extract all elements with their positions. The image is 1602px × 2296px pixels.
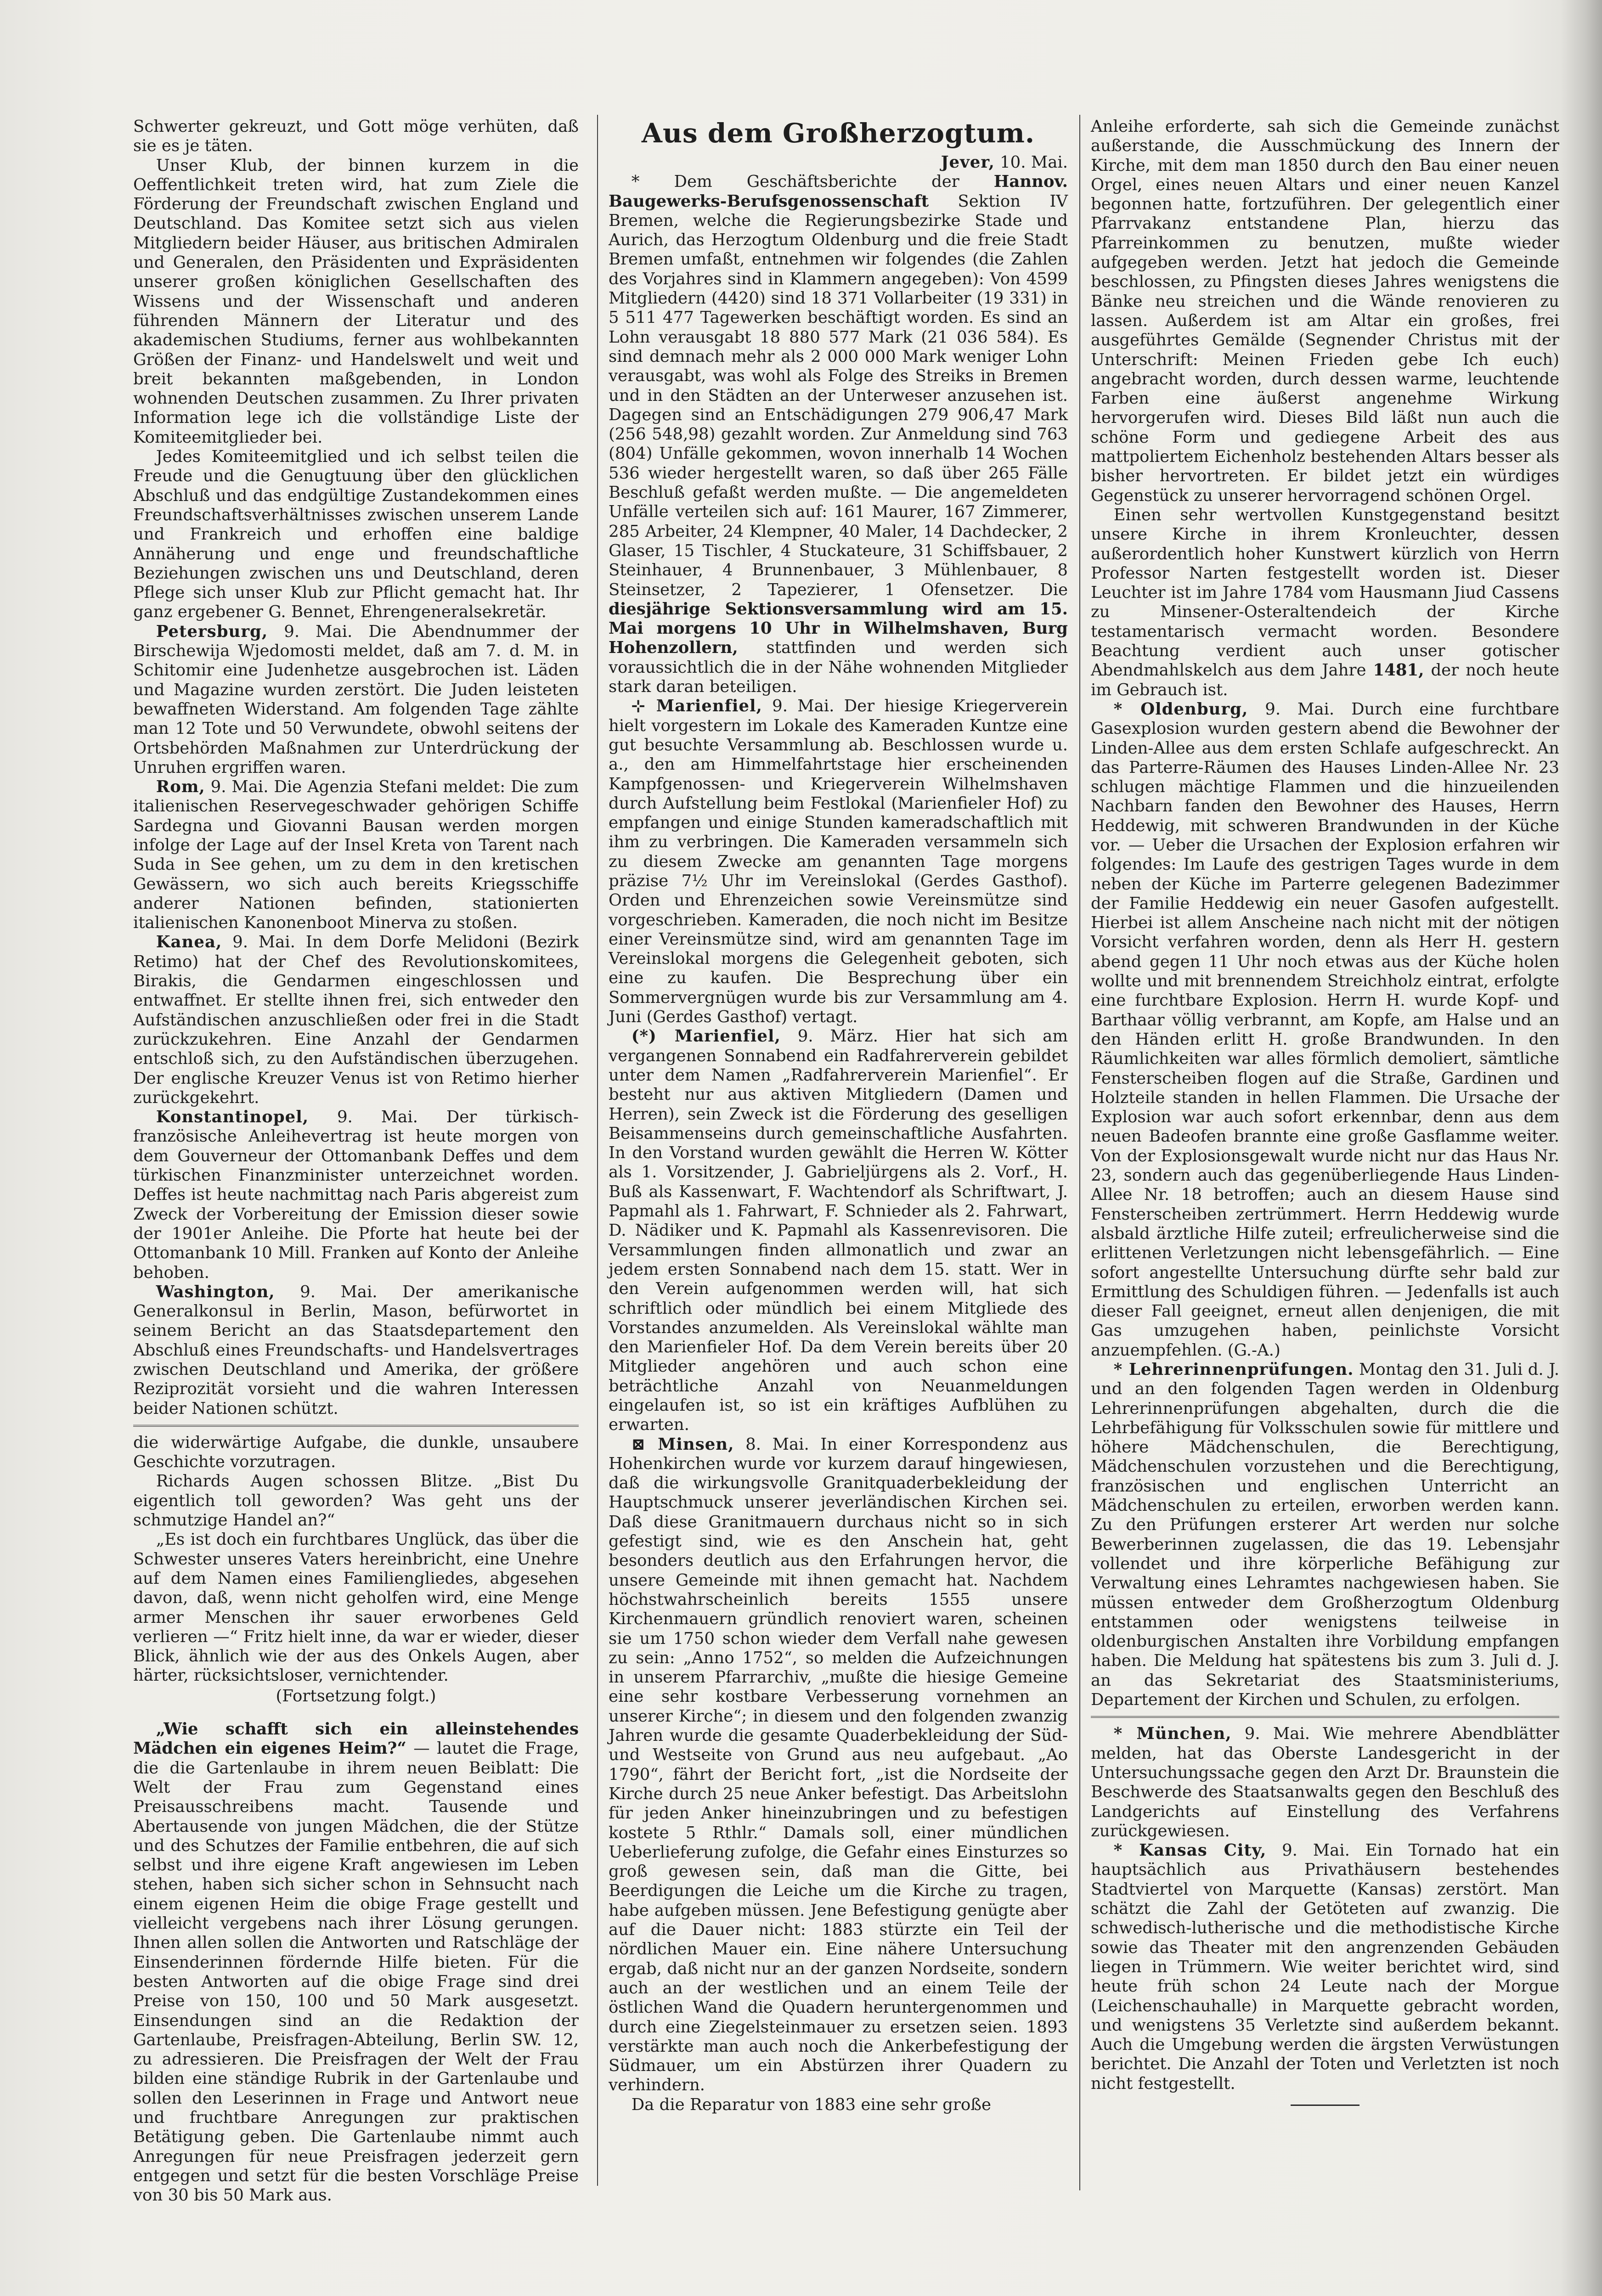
dateline-place: * Kansas City, xyxy=(1113,1841,1267,1860)
column-divider-right xyxy=(1079,115,1080,2190)
dateline-place: (*) Marienfiel, xyxy=(631,1027,781,1046)
dateline-place: ⊹ Marienfiel, xyxy=(631,697,762,716)
article-text: * Dem Geschäftsberichte der xyxy=(631,172,994,191)
dateline-place: Kanea, xyxy=(156,933,222,952)
news-text: 9. März. Hier hat sich am vergangenen Sonnabend ein Radfahrerverein gebildet unter dem Namen „Radfahrerverein Marienfiel“. Er besteht nur aus aktiven Mitgliedern (Damen und Herren), sein Zweck ist die Förderung des geselligen Beisammenseins durch gemeinschaftliche Ausfahrten. In den Vorstand wurden gewählt die Herren W. Kötter als 1. Vorsitzender, J. Gabrieljürgens als 2. Vorf., H. Buß als Kassenwart, F. Wachtendorf als Schriftwart, J. Papmahl als 1. Fahrwart, F. Schnieder als 2. Fahrwart, D. Nädiker und K. Papmahl als Kassenrevisoren. Die Versammlungen finden allmonatlich und zwar an jedem ersten Sonnabend nach dem 15. statt. Wer in den Verein aufgenommen werden will, hat sich schriftlich oder mündlich bei einem Mitgliede des Vorstandes anzumelden. Als Vereinslokal wählte man den Marienfieler Hof. Da dem Verein bereits über 20 Mitglieder angehören und auch schon eine beträchtliche Anzahl von Neuanmeldungen eingelaufen ist, so ist ein kräftiges Aufblühen zu erwarten. xyxy=(609,1027,1068,1435)
article-gartenlaube xyxy=(133,1720,579,2205)
dateline-place: * München, xyxy=(1113,1724,1232,1744)
dateline-place: Washington, xyxy=(156,1282,275,1301)
news-item-oldenburg xyxy=(1091,700,1559,1360)
column-middle xyxy=(609,117,1068,2220)
article-text: der noch heute im Gebrauch ist. xyxy=(1091,661,1559,699)
news-item-petersburg xyxy=(133,622,579,777)
section-divider xyxy=(133,1425,579,1427)
end-rule xyxy=(1291,2105,1359,2106)
article-baugewerks xyxy=(609,172,1068,697)
column-right xyxy=(1091,117,1559,2138)
news-text: 9. Mai. Ein Tornado hat ein hauptsächlich aus Privathäusern bestehendes Stadtviertel von Marquette (Kansas) zerstört. Man schätzt die Zahl der Getöteten auf zwanzig. Die schwedisch-lutherische und die methodistische Kirche sowie das Theater mit den angrenzenden Gebäuden liegen in Trümmern. Wie weiter berichtet wird, sind heute früh schon 24 Leute nach der Morgue (Leichenschauhalle) in Marquette gebracht worden, und wenigstens 35 Verletzte sind außerdem bekannt. Auch die Umgebung werden die ärgsten Verwüstungen berichtet. Die Anzahl der Toten und Verletzten ist noch nicht festgestellt. xyxy=(1091,1841,1559,2093)
article-paragraph: Schwerter gekreuzt, und Gott möge verhüten, daß sie es je täten. xyxy=(133,117,579,156)
news-item-kanea xyxy=(133,933,579,1108)
emphasis-text: 1481, xyxy=(1373,661,1424,680)
serial-paragraph: Richards Augen schossen Blitze. „Bist Du eigentlich toll geworden? Was geht uns der schmutzige Handel an?“ xyxy=(133,1472,579,1530)
news-text: 9. Mai. Wie mehrere Abendblätter melden, hat das Oberste Landesgericht in der Untersuchungssache gegen den Arzt Dr. Braunstein die Beschwerde des Staatsanwalts gegen den Beschluß des Landgerichts auf Einstellung des Verfahrens zurückgewiesen. xyxy=(1091,1724,1559,1840)
article-text: Sektion IV Bremen, welche die Regierungsbezirke Stade und Aurich, das Herzogtum Oldenburg und die freie Stadt Bremen umfaßt, entnehmen wir folgendes (die Zahlen des Vorjahres sind in Klammern angegeben): Von 4599 Mitgliedern (4420) sind 18 371 Vollarbeiter (19 331) in 5 511 477 Tagewerken beschäftigt worden. Es sind an Lohn verausgabt 18 880 577 Mark (21 036 584). Es sind demnach mehr als 2 000 000 Mark weniger Lohn verausgabt, was wohl als Folge des Streiks in Bremen und in den Städten an der Unterweser anzusehen ist. Dagegen sind an Entschädigungen 279 906,47 Mark (256 548,98) gezahlt worden. Zur Anmeldung sind 763 (804) Unfälle gekommen, wovon innerhalb 14 Wochen 536 wieder hergestellt waren, so daß über 265 Fälle Beschluß gefaßt werden mußte. — Die angemeldeten Unfälle verteilen sich auf: 161 Maurer, 167 Zimmerer, 285 Arbeiter, 24 Klempner, 40 Maler, 14 Dachdecker, 2 Glaser, 15 Tischler, 4 Stuckateure, 31 Schiffsbauer, 2 Steinhauer, 4 Brunnenbauer, 3 Mühlenbauer, 8 Steinsetzer, 2 Tapezierer, 1 Ofensetzer. Die xyxy=(609,191,1068,599)
column-left xyxy=(133,117,579,2205)
dateline-place: Petersburg, xyxy=(156,622,268,641)
article-text: stattfinden und werden sich voraussichtlich die in der Nähe wohnenden Mitglieder stark daran beteiligen. xyxy=(609,638,1068,697)
news-item-marienfiel-radfahrer xyxy=(609,1027,1068,1435)
dateline-date: 10. Mai. xyxy=(994,153,1068,172)
binding-shadow xyxy=(1561,0,1602,2296)
dateline-place: * Lehrerinnenprüfungen. xyxy=(1113,1360,1354,1379)
news-item-kansas-city xyxy=(1091,1841,1559,2093)
news-item-marienfiel-krieger xyxy=(609,697,1068,1027)
article-paragraph: Jedes Komiteemitglied und ich selbst teilen die Freude und die Genugtuung über den glücklichen Abschluß und das endgültige Zustandekommen eines Freundschaftsverhältnisses zwischen unserem Lande und Frankreich und erhoffen eine baldige Annäherung und enge und freundschaftliche Beziehungen zwischen uns und Deutschland, deren Pflege sich unser Klub zur Pflicht gemacht hat. Ihr ganz ergebener G. Bennet, Ehrengeneralsekretär. xyxy=(133,447,579,622)
news-text: 9. Mai. Durch eine furchtbare Gasexplosion wurden gestern abend die Bewohner der Linden-Allee aus dem ersten Schlafe aufgeschreckt. An das Parterre-Räumen des Hauses Linden-Allee Nr. 23 schlugen mächtige Flammen und die hinzueilenden Nachbarn fanden den Bewohner des Hauses, Herrn Heddewig, mit schweren Brandwunden in der Küche vor. — Ueber die Ursachen der Explosion erfahren wir folgendes: Im Laufe des gestrigen Tages wurde in dem neben der Küche im Parterre gelegenen Badezimmer der Familie Heddewig ein neuer Gasofen aufgestellt. Hierbei ist allem Anscheine nach nicht mit der nötigen Vorsicht verfahren worden, denn als Herr H. gestern abend gegen 11 Uhr noch etwas aus der Küche holen wollte und mit brennendem Streichholz eintrat, erfolgte eine furchtbare Explosion. Herrn H. wurde Kopf- und Barthaar völlig verbrannt, am Kopfe, am Halse und an den Händen erlitt H. große Brandwunden. In den Räumlichkeiten war alles förmlich demoliert, sämtliche Fensterscheiben flogen auf die Straße, Gardinen und Holzteile standen in hellen Flammen. Die Ursache der Explosion war auch sofort erkennbar, denn aus dem neuen Badeofen brannte eine große Gasflamme weiter. Von der Explosionsgewalt wurde nicht nur das Haus Nr. 23, sondern auch das gegenüberliegende Haus Linden-Allee Nr. 18 betroffen; auch an diesem Hause sind Fensterscheiben zertrümmert. Herrn Heddewig wurde alsbald ärztliche Hilfe zuteil; erfreulicherweise sind die erlittenen Verletzungen nicht lebensgefährlich. — Eine sofort angestellte Untersuchung dürfte sehr bald zur Ermittlung des Schuldigen führen. — Jedenfalls ist auch dieser Fall geeignet, erneut allen denjenigen, die mit Gas umzugehen haben, peinlichste Vorsicht anzuempfehlen. (G.-A.) xyxy=(1091,699,1559,1360)
dateline-jever xyxy=(609,153,1068,172)
serial-continuation-note: (Fortsetzung folgt.) xyxy=(276,1686,436,1705)
section-divider xyxy=(1091,1716,1559,1718)
article-paragraph xyxy=(1091,506,1559,700)
article-paragraph: Unser Klub, der binnen kurzem in die Oeffentlichkeit treten wird, hat zum Ziele die Förderung der Freundschaft zwischen England und Deutschland. Das Komitee setzt sich aus vielen Mitgliedern beider Häuser, aus britischen Admiralen und Generalen, den Präsidenten und Expräsidenten unserer großen königlichen Gesellschaften des Wissens und der Wissenschaft und anderen führenden Männern der Literatur und des akademischen Studiums, ferner aus wohlbekannten Größen der Finanz- und Handelswelt und weit und breit bekannten maßgebenden, in London wohnenden Deutschen zusammen. Zu Ihrer privaten Information lege ich die vollständige Liste der Komiteemitglieder bei. xyxy=(133,156,579,447)
news-text: Montag den 31. Juli d. J. und an den folgenden Tagen werden in Oldenburg Lehrerinnenprüfungen abgehalten, durch die die Lehrbefähigung für Volksschulen sowie für mittlere und höhere Mädchenschulen, die Berechtigung, Mädchenschulen vorzustehen und die Berechtigung, französischen und englischen Unterricht an Mädchenschulen zu erteilen, erworben werden kann. Zu den Prüfungen ersterer Art werden nur solche Bewerberinnen zugelassen, die das 19. Lebensjahr vollendet und ihre körperliche Befähigung zur Verwaltung eines Lehramtes nachgewiesen haben. Sie müssen entweder dem Großherzogtum Oldenburg entstammen oder wenigstens teilweise in oldenburgischen Anstalten ihre Vorbildung empfangen haben. Die Meldung hat spätestens bis zum 3. Juli d. J. an das Sekretariat des Staatsministeriums, Departement der Kirchen und Schulen, zu erfolgen. xyxy=(1091,1360,1559,1710)
dateline-place: Jever, xyxy=(941,153,995,172)
serial-paragraph: „Es ist doch ein furchtbares Unglück, das über die Schwester unseres Vaters hereinbricht, eine Unehre auf dem Namen eines Familiengliedes, abgesehen davon, daß, wenn nicht geholfen wird, eine Menge armer Menschen ihr sauer erworbenes Geld verlieren —“ Fritz hielt inne, da war er wieder, dieser Blick, ähnlich wie der aus des Onkels Augen, aber härter, rücksichtsloser, vernichtender. xyxy=(133,1530,579,1685)
dateline-place: Konstantinopel, xyxy=(156,1108,309,1127)
column-divider-left xyxy=(597,115,598,2186)
news-text: 9. Mai. Der türkisch-französische Anleihevertrag ist heute morgen von dem Gouverneur der Ottomanbank Deffes und dem türkischen Finanzminister unterzeichnet worden. Deffes ist heute nachmittag nach Paris abgereist zum Zweck der Vorbereitung der Emission dieser sowie der 1901er Anleihe. Die Pforte hat heute bei der Ottomanbank 10 Mill. Franken auf Konto der Anleihe behoben. xyxy=(133,1108,579,1282)
article-paragraph: Da die Reparatur von 1883 eine sehr große xyxy=(631,2095,991,2114)
news-text: 9. Mai. Die Agenzia Stefani meldet: Die zum italienischen Reservegeschwader gehörigen Schiffe Sardegna und Giovanni Bausan werden morgen infolge der Lage auf der Insel Kreta von Tarent nach Suda in See gehen, um zu dem in den kretischen Gewässern, wo sich auch bereits Kriegsschiffe anderer Nationen befinden, stationierten italienischen Kanonenboot Minerva zu stoßen. xyxy=(133,777,579,933)
news-item-minsen xyxy=(609,1435,1068,2095)
news-text: 9. Mai. Der amerikanische Generalkonsul in Berlin, Mason, befürwortet in seinem Bericht an das Staatsdepartement den Abschluß eines Freundschafts- und Handelsvertrages zwischen Deutschland und Amerika, der größere Reziprozität vorsieht und die wahren Interessen beider Nationen schützt. xyxy=(133,1282,579,1418)
news-text: 9. Mai. In dem Dorfe Melidoni (Bezirk Retimo) hat der Chef des Revolutionskomitees, Birakis, die Gendarmen eingeschlossen und entwaffnet. Er stellte ihnen frei, sich entweder den Aufständischen anzuschließen oder frei in die Stadt zurückzukehren. Eine Anzahl der Gendarmen entschloß sich, zu den Aufständischen überzugehen. Der englische Kreuzer Venus ist von Retimo hierher zurückgekehrt. xyxy=(133,933,579,1107)
section-heading: Aus dem Großherzogtum. xyxy=(641,118,1035,149)
dateline-place: * Oldenburg, xyxy=(1113,699,1248,719)
article-headline: „Wie schafft sich ein alleinstehendes Mädchen ein eigenes Heim?“ xyxy=(133,1720,579,1758)
article-paragraph: Anleihe erforderte, sah sich die Gemeinde zunächst außerstande, die Ausschmückung des Innern der Kirche, mit dem man 1850 durch den Bau einer neuen Orgel, eines neuen Altars und einer neuen Kanzel begonnen hatte, fortzuführen. Der gelegentlich einer Pfarrvakanz entstandene Plan, hierzu das Pfarreinkommen zu benutzen, mußte wieder aufgegeben werden. Jetzt hat jedoch die Gemeinde beschlossen, zu Pfingsten dieses Jahres wenigstens die Bänke neu streichen und die Wände renovieren zu lassen. Außerdem ist am Altar ein großes, frei ausgeführtes Gemälde (Segnender Christus mit der Unterschrift: Meinen Frieden gebe Ich euch) angebracht worden, durch dessen warme, leuchtende Farben eine äußerst angenehme Wirkung hervorgerufen wird. Dieses Bild läßt nun auch die schöne Form und gediegene Arbeit des aus mattpoliertem Eichenholz bestehenden Altars besser als bisher hervortreten. Er bildet jetzt ein würdiges Gegenstück zu unserer hervorragend schönen Orgel. xyxy=(1091,117,1559,505)
news-text: 9. Mai. Die Abendnummer der Birschewija Wjedomosti meldet, daß am 7. d. M. in Schitomir eine Judenhetze ausgebrochen ist. Läden und Magazine wurden zerstört. Die Juden leisteten bewaffneten Widerstand. Am folgenden Tage zählte man 12 Tote und 50 Verwundete, obwohl seitens der Ortsbehörden Maßnahmen zur Unterdrückung der Unruhen ergriffen waren. xyxy=(133,622,579,777)
emphasis-text: Hannov. Baugewerks-Berufsgenossenschaft xyxy=(609,172,1068,211)
news-item-washington xyxy=(133,1283,579,1418)
news-item-lehrerinnen xyxy=(1091,1360,1559,1710)
news-item-konstantinopel xyxy=(133,1108,579,1283)
emphasis-text: diesjährige Sektionsversammlung wird am 15. Mai morgens 10 Uhr in Wilhelmshaven, Burg Hohenzollern, xyxy=(609,599,1068,658)
dateline-place: ⊠ Minsen, xyxy=(631,1435,734,1454)
article-text: Einen sehr wertvollen Kunstgegenstand besitzt unsere Kirche in ihrem Kronleuchter, dessen außerordentlich hoher Kunstwert kürzlich von Herrn Professor Narten festgestellt worden ist. Dieser Leuchter ist im Jahre 1784 vom Hausmann Jiud Cassens zu Minsener-Osteraltendeich der Kirche testamentarisch vermacht worden. Besondere Beachtung verdient auch unser gotischer Abendmahlskelch aus dem Jahre xyxy=(1091,505,1559,680)
dateline-place: Rom, xyxy=(156,777,205,797)
news-text: 8. Mai. In einer Korrespondenz aus Hohenkirchen wurde vor kurzem darauf hingewiesen, daß die wirkungsvolle Granitquaderbekleidung der Hauptschmuck unserer jeverländischen Kirchen sei. Daß diese Granitmauern durchaus nicht so in sich gefestigt sind, wie es den Anschein hat, geht besonders deutlich aus den Erfahrungen hervor, die unsere Gemeinde mit ihnen gemacht hat. Nachdem höchstwahrscheinlich bereits 1555 unsere Kirchenmauern gründlich renoviert waren, scheinen sie um 1750 schon wieder dem Verfall nahe gewesen zu sein: „Anno 1752“, so melden die Aufzeichnungen in unserem Pfarrarchiv, „mußte die hiesige Gemeine eine sehr kostbare Verbesserung vornehmen an unserer Kirche“; in diesem und den folgenden zwanzig Jahren wurde die gesamte Quaderbekleidung der Süd- und Westseite von Grund aus neu aufgebaut. „Ao 1790“, fährt der Bericht fort, „ist die Nordseite der Kirche durch 25 neue Anker befestigt. Das Arbeitslohn für jeden Anker hineinzubringen und zu befestigen kostete 5 Rthlr.“ Damals soll, einer mündlichen Ueberlieferung zufolge, die Gefahr eines Einsturzes so groß gewesen sein, daß man die Gitte, bei Beerdigungen die Leiche um die Kirche zu tragen, habe aufgeben müssen. Jene Befestigung genügte aber auf die Dauer nicht: 1883 stürzte ein Teil der nördlichen Mauer ein. Eine nähere Untersuchung ergab, daß nicht nur an der ganzen Nordseite, sondern auch an der westlichen und an einem Teile der östlichen Wand die Quadern heruntergenommen und durch eine Ziegelsteinmauer zu ersetzen seien. 1893 verstärkte man auch noch die Ankerbefestigung der Südmauer, um ein Abstürzen ihrer Quadern zu verhindern. xyxy=(609,1435,1068,2095)
news-item-muenchen xyxy=(1091,1724,1559,1841)
news-item-rom xyxy=(133,777,579,933)
serial-paragraph: die widerwärtige Aufgabe, die dunkle, unsaubere Geschichte vorzutragen. xyxy=(133,1433,579,1472)
news-text: 9. Mai. Der hiesige Kriegerverein hielt vorgestern im Lokale des Kameraden Kuntze eine gut besuchte Versammlung ab. Beschlossen wurde u. a., den am Himmelfahrtstage hier erscheinenden Kampfgenossen- und Kriegerverein Wilhelmshaven durch Aufstellung beim Festlokal (Marienfieler Hof) zu empfangen und einige Stunden kameradschaftlich mit ihm zu verbringen. Die Kameraden versammeln sich zu diesem Zwecke am genannten Tage morgens präzise 7½ Uhr im Vereinslokal (Gerdes Gasthof). Orden und Ehrenzeichen sowie Vereinsmütze sind vorgeschrieben. Kameraden, die noch nicht im Besitze einer Vereinsmütze sind, wird am genannten Tage im Vereinslokal morgens die Gelegenheit geboten, sich eine zu kaufen. Die Besprechung über ein Sommervergnügen wurde bis zur Versammlung am 4. Juni (Gerdes Gasthof) vertagt. xyxy=(609,697,1068,1027)
article-text: — lautet die Frage, die die Gartenlaube in ihrem neuen Beiblatt: Die Welt der Frau zum Gegenstand eines Preisausschreibens macht. Tausende und Abertausende von jungen Mädchen, die der Stütze und des Schutzes der Familie entbehren, die auf sich selbst und ihre eigene Kraft angewiesen im Leben stehen, haben sich sicher schon in Sehnsucht nach einem eigenen Heim die obige Frage gestellt und vielleicht vergebens nach ihrer Lösung gerungen. Ihnen allen sollen die Antworten und Ratschläge der Einsenderinnen fördernde Hilfe bieten. Für die besten Antworten auf die obige Frage sind drei Preise von 150, 100 und 50 Mark ausgesetzt. Einsendungen sind an die Redaktion der Gartenlaube, Preisfragen-Abteilung, Berlin SW. 12, zu adressieren. Die Preisfragen der Welt der Frau bilden eine ständige Rubrik in der Gartenlaube und sollen den Leserinnen in Frage und Antwort neue und fruchtbare Anregungen zur praktischen Betätigung geben. Die Gartenlaube nimmt auch Anregungen für neue Preisfragen jederzeit gern entgegen und setzt für die besten Vorschläge Preise von 30 bis 50 Mark aus. xyxy=(133,1739,579,2205)
